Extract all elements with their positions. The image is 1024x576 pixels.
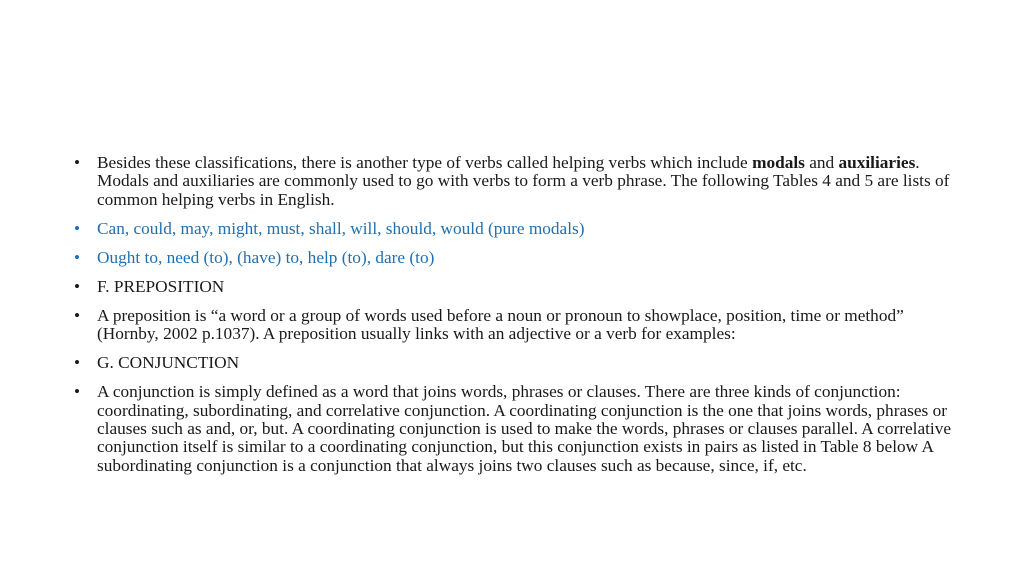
preposition-heading: F. PREPOSITION	[97, 276, 225, 296]
conjunction-heading: G. CONJUNCTION	[97, 353, 240, 373]
bullet-list	[74, 154, 954, 486]
bullet-conjunction-definition	[74, 383, 954, 475]
intro-text-2: and	[804, 153, 839, 172]
semi-modals-text: Ought to, need (to), (have) to, help (to), dare (to)	[97, 247, 435, 267]
bullet-dot-icon: •	[74, 153, 81, 172]
auxiliaries-term: auxiliaries	[838, 153, 916, 172]
bullet-semi-modals	[74, 249, 954, 267]
bullet-preposition-heading	[74, 278, 954, 296]
bullet-dot-icon: •	[74, 353, 81, 373]
bullet-dot-icon: •	[74, 276, 81, 296]
conjunction-definition: A conjunction is simply defined as a word that joins words, phrases or clauses. There are three kinds of conjunction: coordinating, subordinating, and correlative conjunction. A coordinating conjunction is the one that joins words, phrases or clauses such as and, or, but. A coordinating conjunction is used to make the words, phrases or clauses parallel. A correlative conjunction itself is similar to a coordinating conjunction, but this conjunction exists in pairs as listed in Table 8 below A subordinating conjunction is a conjunction that always joins two clauses such as because, since, if, etc.	[97, 382, 952, 475]
bullet-helping-verbs-intro	[74, 154, 954, 209]
bullet-pure-modals	[74, 220, 954, 238]
preposition-definition: A preposition is “a word or a group of words used before a noun or pronoun to showplace, position, time or method” (Hornby, 2002 p.1037). A preposition usually links with an adjective or a verb for examples:	[97, 305, 904, 344]
bullet-dot-icon: •	[74, 218, 81, 238]
pure-modals-text: Can, could, may, might, must, shall, will, should, would (pure modals)	[97, 218, 585, 238]
bullet-dot-icon: •	[74, 247, 81, 267]
intro-text-1: Besides these classifications, there is another type of verbs called helping verbs which include	[97, 153, 753, 172]
bullet-dot-icon: •	[74, 305, 81, 325]
bullet-conjunction-heading	[74, 354, 954, 372]
bullet-dot-icon: •	[74, 382, 81, 402]
modals-term: modals	[752, 153, 805, 172]
intro-text-3: . Modals and auxiliaries are commonly used to go with verbs to form a verb phrase. The following Tables 4 and 5 are lists of common helping verbs in English.	[97, 153, 950, 209]
bullet-preposition-definition	[74, 307, 954, 344]
